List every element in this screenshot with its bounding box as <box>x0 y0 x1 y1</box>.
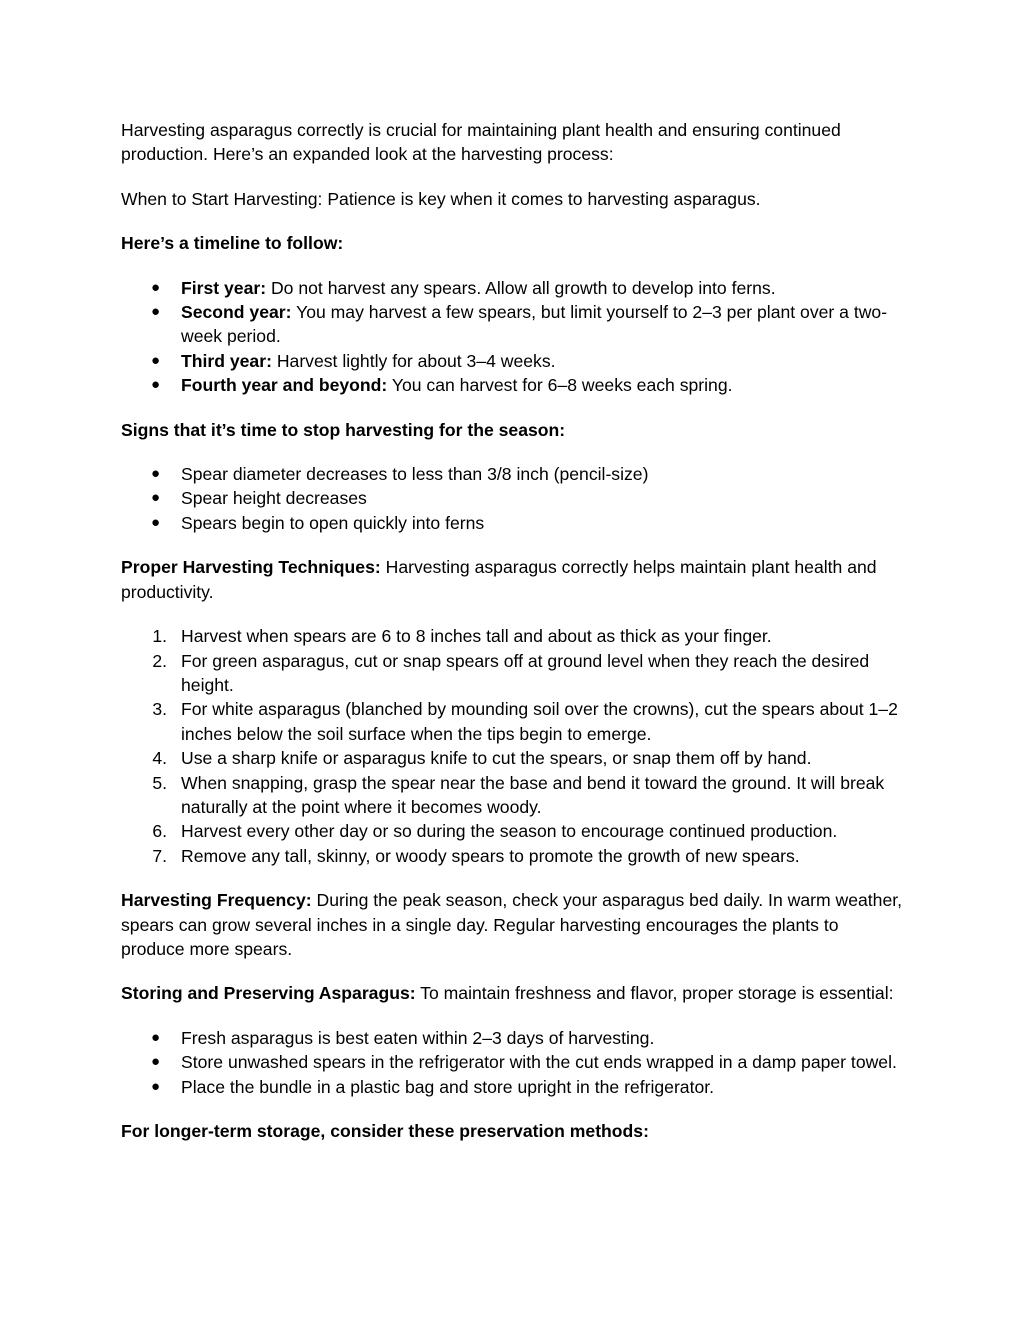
bullet-icon: ● <box>151 278 161 296</box>
bullet-icon: ● <box>151 1077 161 1095</box>
techniques-list <box>121 624 906 868</box>
list-item: ● Third year: Harvest lightly for about 3–4 weeks. <box>121 349 906 373</box>
list-item: 4. Use a sharp knife or asparagus knife to cut the spears, or snap them off by hand. <box>121 746 906 770</box>
bullet-icon: ● <box>151 1053 161 1071</box>
list-number: 2. <box>152 650 167 671</box>
bullet-icon: ● <box>151 303 161 321</box>
list-number: 5. <box>152 772 167 793</box>
list-item: 5. When snapping, grasp the spear near the base and bend it toward the ground. It will break naturally at the point where it becomes woody. <box>121 771 906 820</box>
bullet-icon: ● <box>151 351 161 369</box>
list-item: ● Fresh asparagus is best eaten within 2–3 days of harvesting. <box>121 1026 906 1050</box>
list-item: ● Fourth year and beyond: You can harvest for 6–8 weeks each spring. <box>121 373 906 397</box>
list-item: ● Spear diameter decreases to less than 3/8 inch (pencil-size) <box>121 462 906 486</box>
document-page <box>121 118 906 1163</box>
list-item: 3. For white asparagus (blanched by mounding soil over the crowns), cut the spears about 1–2 inches below the soil surface when the tips begin to emerge. <box>121 697 906 746</box>
signs-heading: Signs that it’s time to stop harvesting for the season: <box>121 419 566 440</box>
bullet-icon: ● <box>151 376 161 394</box>
bullet-icon: ● <box>151 1028 161 1046</box>
intro-paragraph: Harvesting asparagus correctly is crucial for maintaining plant health and ensuring continued production. Here’s an expanded look at the harvesting process: <box>121 120 841 165</box>
timeline-list <box>121 276 906 398</box>
bullet-icon: ● <box>151 489 161 507</box>
storing-list <box>121 1026 906 1099</box>
list-number: 4. <box>152 748 167 769</box>
storing-paragraph: Storing and Preserving Asparagus: To maintain freshness and flavor, proper storage is essential: <box>121 983 894 1004</box>
techniques-paragraph: Proper Harvesting Techniques: Harvesting asparagus correctly helps maintain plant health and productivity. <box>121 557 877 602</box>
preservation-heading: For longer-term storage, consider these preservation methods: <box>121 1121 649 1141</box>
bullet-icon: ● <box>151 513 161 531</box>
list-item: ● Store unwashed spears in the refrigerator with the cut ends wrapped in a damp paper towel. <box>121 1050 906 1074</box>
frequency-paragraph: Harvesting Frequency: During the peak season, check your asparagus bed daily. In warm weather, spears can grow several inches in a single day. Regular harvesting encourages the plants to produce more spears. <box>121 890 903 959</box>
list-number: 7. <box>152 845 167 866</box>
signs-list <box>121 462 906 535</box>
list-item: ● First year: Do not harvest any spears. Allow all growth to develop into ferns. <box>121 276 906 300</box>
list-item: 7. Remove any tall, skinny, or woody spears to promote the growth of new spears. <box>121 844 906 868</box>
list-number: 6. <box>152 821 167 842</box>
timeline-heading: Here’s a timeline to follow: <box>121 233 344 254</box>
list-item: ● Spear height decreases <box>121 486 906 510</box>
list-item: ● Place the bundle in a plastic bag and store upright in the refrigerator. <box>121 1075 906 1099</box>
list-item: 2. For green asparagus, cut or snap spears off at ground level when they reach the desired height. <box>121 649 906 698</box>
list-item: 6. Harvest every other day or so during the season to encourage continued production. <box>121 819 906 843</box>
start-harvesting-paragraph: When to Start Harvesting: Patience is key when it comes to harvesting asparagus. <box>121 188 761 209</box>
list-number: 3. <box>152 699 167 720</box>
list-item: 1. Harvest when spears are 6 to 8 inches tall and about as thick as your finger. <box>121 624 906 648</box>
list-item: ● Second year: You may harvest a few spears, but limit yourself to 2–3 per plant over a two-week period. <box>151 302 888 347</box>
list-number: 1. <box>152 626 167 647</box>
bullet-icon: ● <box>151 465 161 483</box>
list-item: ● Spears begin to open quickly into ferns <box>121 511 906 535</box>
